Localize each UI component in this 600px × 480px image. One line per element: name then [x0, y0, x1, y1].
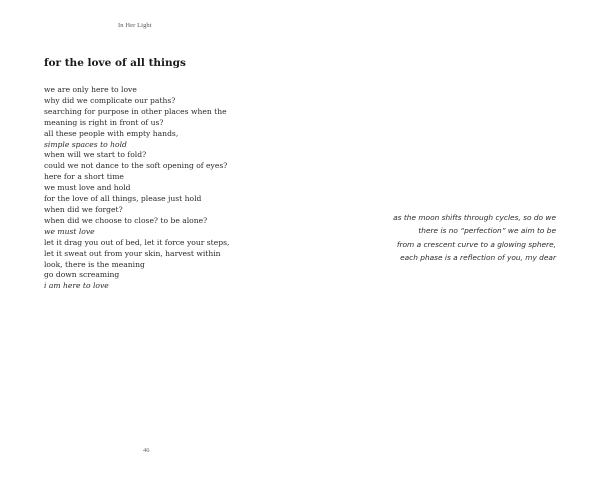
poem-line: we are only here to love	[44, 85, 137, 94]
poem-line: all these people with empty hands,	[44, 128, 179, 138]
poem-line: why did we complicate our paths?	[44, 95, 176, 105]
page-number: 46	[143, 447, 150, 454]
poem-body	[44, 85, 229, 292]
poem-line: look, there is the meaning	[44, 259, 145, 269]
running-header: In Her Light	[118, 22, 152, 29]
poem-line: go down screaming	[44, 270, 120, 280]
poem-line: meaning is right in front of us?	[44, 117, 164, 127]
verse-line: there is no “perfection” we aim to be	[418, 226, 556, 236]
poem-line: when will we start to fold?	[44, 150, 147, 160]
poem-title: for the love of all things	[44, 57, 186, 69]
poem-line: let it sweat out from your skin, harvest within	[44, 248, 221, 258]
verse-line: as the moon shifts through cycles, so do we	[393, 213, 556, 222]
poem-line: for the love of all things, please just hold	[44, 194, 202, 204]
poem-line: when did we forget?	[44, 204, 123, 214]
verse-line: from a crescent curve to a glowing sphere,	[396, 239, 556, 249]
poem-line: let it drag you out of bed, let it force your steps,	[44, 237, 230, 247]
poem-line: when did we choose to close? to be alone?	[44, 215, 208, 225]
poem-line: here for a short time	[44, 172, 124, 182]
verse-line: each phase is a reflection of you, my dear	[400, 252, 556, 262]
poem-line: i am here to love	[44, 281, 109, 291]
poem-line: we must love and hold	[44, 183, 131, 193]
poem-line: we must love	[44, 226, 95, 236]
poem-line: searching for purpose in other places when the	[44, 106, 227, 116]
poem-line: simple spaces to hold	[44, 139, 127, 149]
moon-verse	[393, 211, 556, 264]
right-page	[300, 0, 600, 480]
poem-line: could we not dance to the soft opening of eyes?	[44, 161, 228, 171]
